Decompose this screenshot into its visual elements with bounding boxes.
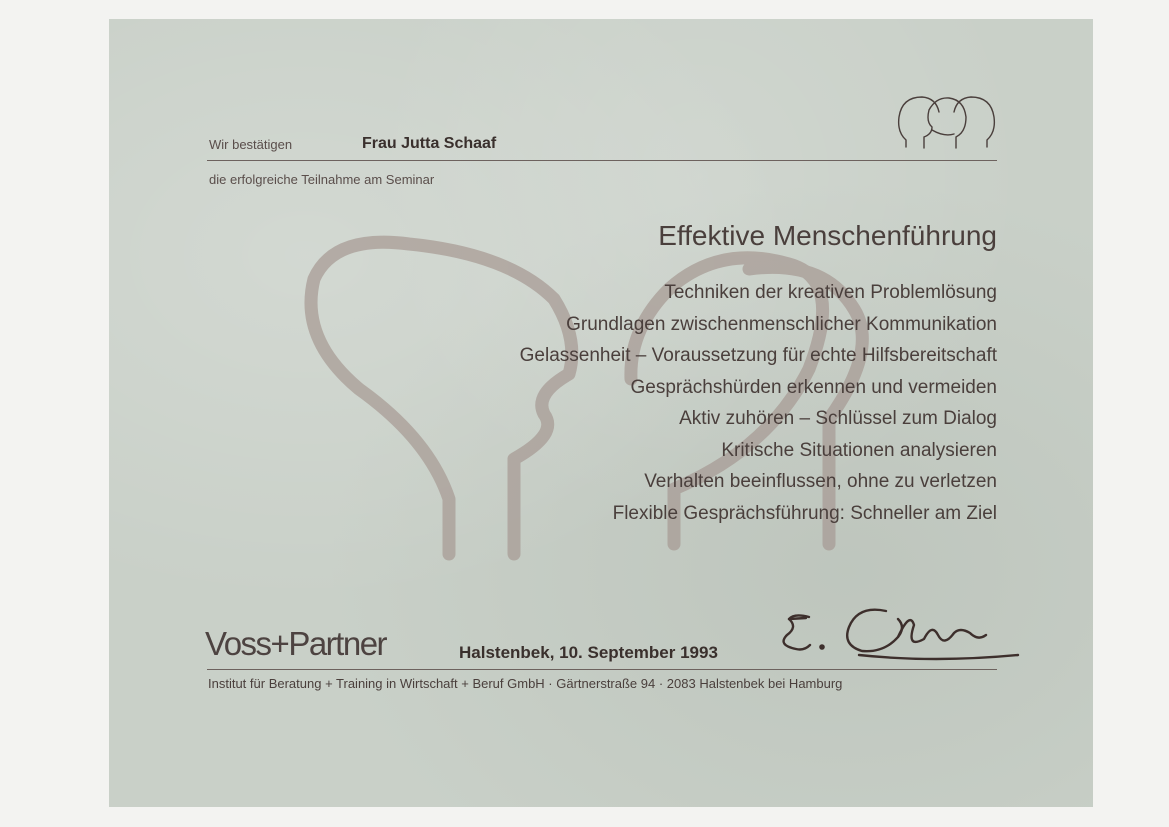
- certificate-sheet: [109, 19, 1093, 807]
- three-heads-logo-icon: [894, 92, 1000, 152]
- topic-item: Aktiv zuhören – Schlüssel zum Dialog: [679, 408, 997, 429]
- topic-item: Verhalten beeinflussen, ohne zu verletzen: [644, 471, 997, 492]
- topic-item: Gelassenheit – Voraussetzung für echte Hilfsbereitschaft: [519, 345, 997, 366]
- topic-item: Grundlagen zwischenmenschlicher Kommunikation: [566, 313, 997, 335]
- brand-logo: Voss+Partner: [205, 625, 387, 662]
- participant-name: Frau Jutta Schaaf: [362, 135, 497, 152]
- divider-bottom: [207, 669, 997, 670]
- confirm-label: Wir bestätigen: [209, 137, 293, 152]
- topic-item: Kritische Situationen analysieren: [721, 439, 997, 461]
- place-date: Halstenbek, 10. September 1993: [459, 643, 718, 662]
- topic-item: Flexible Gesprächsführung: Schneller am Ziel: [612, 502, 997, 524]
- seminar-title: Effektive Menschenführung: [658, 220, 997, 251]
- topic-item: Gesprächshürden erkennen und vermeiden: [630, 376, 997, 398]
- signature: [774, 597, 1024, 667]
- address-line: Institut für Beratung + Training in Wirtschaft + Beruf GmbH · Gärtnerstraße 94 · 2083 Halstenbek bei Hamburg: [208, 676, 843, 691]
- participation-text: die erfolgreiche Teilnahme am Seminar: [209, 172, 435, 187]
- topic-item: Techniken der kreativen Problemlösung: [664, 282, 997, 303]
- topic-list: [520, 277, 997, 529]
- divider-top: [207, 160, 997, 161]
